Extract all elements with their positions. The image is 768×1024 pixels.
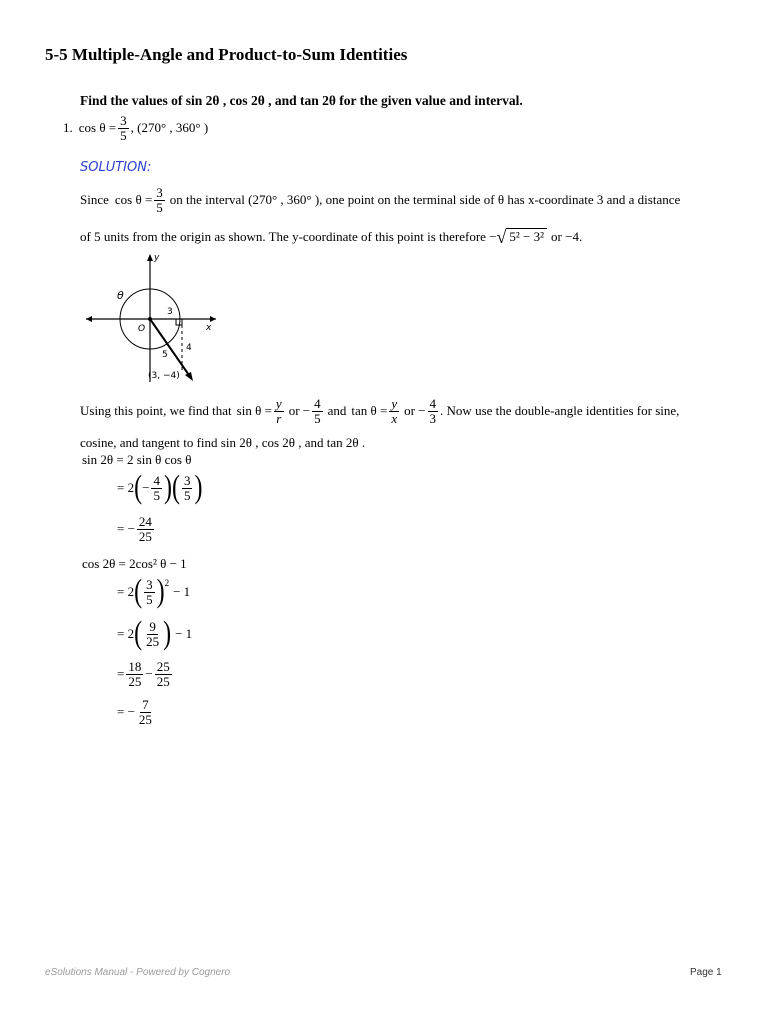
cos-step3-minus: −: [145, 666, 153, 682]
cos-step1-frac: [144, 578, 155, 606]
sin-step-2: [117, 515, 156, 543]
para1-cos: cos θ =: [114, 192, 153, 208]
solution-label: SOLUTION:: [80, 160, 152, 175]
para1-frac-den: 5: [156, 199, 163, 215]
para2-tail: or −4.: [551, 229, 583, 244]
para1-rest: on the interval (270° , 360° ), one point on the terminal side of θ has x-coordinate 3 and a distance: [169, 192, 681, 208]
cos-step2-pre: = 2: [117, 626, 135, 642]
x-axis-label: x: [206, 323, 212, 333]
cos-step-1: [117, 573, 191, 610]
radical-sign: √: [496, 227, 507, 247]
origin-point: [148, 317, 152, 321]
sin-identity-line: sin 2θ = 2 sin θ cos θ: [82, 452, 192, 467]
tan-value-fraction: [428, 397, 439, 425]
cos-step-4: [117, 698, 156, 726]
frac-b-num: 3: [183, 473, 191, 488]
theta-label: θ: [117, 289, 124, 302]
sin-result-den: 25: [138, 528, 152, 544]
exponent: 2: [164, 578, 170, 588]
cos-step2-num: 9: [149, 619, 156, 634]
sin-value-num: 4: [314, 396, 321, 411]
cos-step-3: [117, 660, 174, 688]
paren-open: (: [134, 573, 143, 610]
paren-open: (: [134, 615, 143, 652]
cos-step4-pre: = −: [117, 704, 135, 720]
cos-step2-den: 25: [146, 633, 160, 649]
problem-interval: , (270° , 360° ): [130, 120, 209, 136]
frac-a-num: 4: [153, 473, 160, 488]
sin-step2-pre: = −: [117, 521, 135, 537]
paren-close: ): [163, 469, 172, 506]
frac-a-den: 5: [153, 487, 160, 503]
cos-step-2: [117, 615, 193, 652]
cos-step1-num: 3: [146, 577, 153, 592]
cos-step2-frac: [144, 620, 161, 648]
problem-frac-num: 3: [120, 113, 127, 128]
adjacent-label: 3: [167, 307, 173, 317]
para3-and: and: [327, 403, 347, 419]
sqrt-expression: [497, 228, 548, 246]
para3-or1: or −: [288, 403, 311, 419]
para3-sin: sin θ =: [236, 403, 272, 419]
cos-step1-post: − 1: [173, 584, 191, 600]
problem-frac-den: 5: [120, 127, 127, 143]
x-axis-arrow-left: [86, 316, 92, 322]
frac-b-den: 5: [183, 487, 191, 503]
sin-step-1: [117, 469, 203, 506]
para3-lead: Using this point, we find that: [80, 403, 232, 419]
para1-since: Since: [80, 192, 109, 208]
right-angle-mark: [176, 319, 182, 325]
problem-statement: [63, 114, 208, 142]
cos-step3-a-den: 25: [128, 673, 142, 689]
terminal-arrow: [185, 372, 193, 381]
cos-step1-den: 5: [146, 591, 153, 607]
para3-rest: . Now use the double-angle identities for sine,: [440, 403, 680, 419]
hypotenuse-label: 5: [162, 350, 168, 360]
tan-value-den: 3: [429, 410, 437, 426]
cos-step3-pre: =: [117, 666, 125, 682]
paren-open: (: [134, 469, 143, 506]
y-axis-arrow: [147, 254, 153, 261]
cos-result-fraction: [137, 698, 154, 726]
paragraph-1: [80, 186, 680, 214]
tan-value-num: 4: [429, 396, 437, 411]
point-label: (3, −4): [148, 371, 180, 381]
problem-fraction: [118, 114, 129, 142]
paren-close: ): [194, 469, 203, 506]
page-number: Page 1: [690, 967, 722, 978]
x-axis-arrow: [210, 316, 216, 322]
origin-label: O: [138, 324, 146, 334]
y-axis-label: y: [154, 253, 160, 263]
problem-number: 1.: [63, 120, 73, 136]
cos-step3-frac-b: [155, 660, 172, 688]
paragraph-3: [80, 397, 679, 425]
paren-close: ): [156, 573, 165, 610]
tan-ratio-num: y: [391, 396, 398, 411]
sin-value-fraction: [312, 397, 323, 425]
cos-step3-frac-a: [126, 660, 143, 688]
tan-ratio-den: x: [391, 410, 398, 426]
cos-result-den: 25: [138, 711, 152, 727]
sin-ratio-fraction: [274, 397, 284, 425]
cos-identity-line: cos 2θ = 2cos² θ − 1: [82, 556, 187, 571]
unit-circle-diagram: [82, 250, 222, 385]
cos-result-num: 7: [142, 697, 149, 712]
minus-sign: −: [142, 480, 150, 496]
sin-step1-pre: = 2: [117, 480, 135, 496]
cos-step2-post: − 1: [175, 626, 193, 642]
paragraph-2: [80, 228, 582, 246]
problem-lhs: cos θ =: [78, 120, 117, 136]
instruction-text: Find the values of sin 2θ , cos 2θ , and tan 2θ for the given value and interval.: [80, 93, 523, 108]
paren-open: (: [171, 469, 180, 506]
cos-step3-b-den: 25: [156, 673, 170, 689]
cos-step3-b-num: 25: [156, 659, 170, 674]
tan-ratio-fraction: [389, 397, 399, 425]
sin-result-fraction: [137, 515, 154, 543]
para1-frac-num: 3: [156, 185, 163, 200]
sin-ratio-den: r: [276, 410, 282, 426]
footer-credit: eSolutions Manual - Powered by Cognero: [45, 967, 231, 978]
sin-step1-frac-a: [151, 474, 162, 502]
para3-or2: or −: [404, 403, 426, 419]
sin-ratio-num: y: [275, 396, 282, 411]
cos-step1-pre: = 2: [117, 584, 135, 600]
para3-tan: tan θ =: [351, 403, 388, 419]
para1-fraction: [154, 186, 165, 214]
radicand: 5² − 3²: [506, 228, 547, 245]
para2-text: of 5 units from the origin as shown. The y-coordinate of this point is therefore −: [80, 229, 497, 244]
sin-value-den: 5: [314, 410, 321, 426]
sin-result-num: 24: [138, 514, 152, 529]
opposite-label: 4: [186, 343, 192, 353]
page-title: 5-5 Multiple-Angle and Product-to-Sum Identities: [45, 45, 408, 64]
paren-close: ): [163, 615, 172, 652]
para3-line2: cosine, and tangent to find sin 2θ , cos 2θ , and tan 2θ .: [80, 435, 366, 450]
cos-step3-a-num: 18: [128, 659, 142, 674]
sin-step1-frac-b: [182, 474, 193, 502]
